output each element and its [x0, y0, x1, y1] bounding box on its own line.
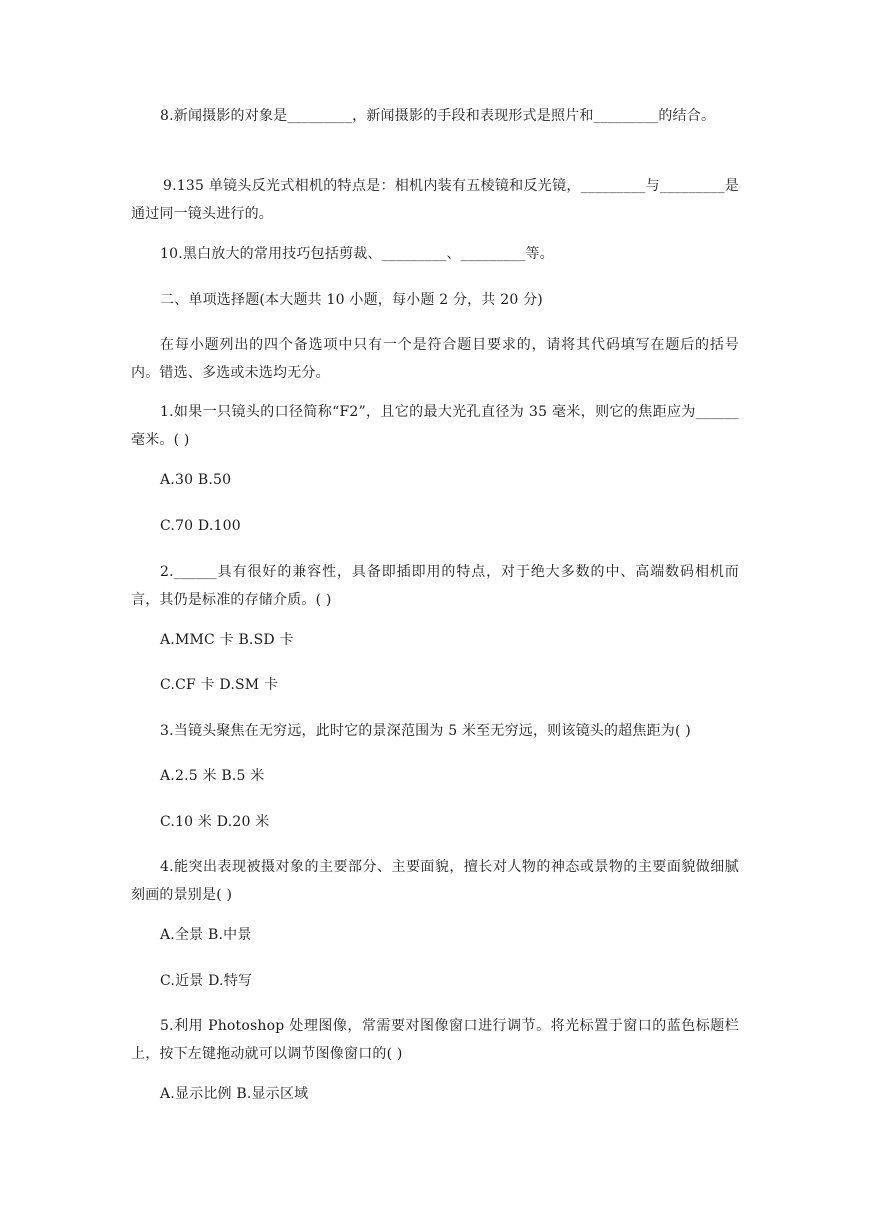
section-instructions: 在每小题列出的四个备选项中只有一个是符合题目要求的，请将其代码填写在题后的括号内。错选、多选或未选均无分。	[131, 337, 739, 381]
question-3-options-cd: C.10 米 D.20 米	[160, 814, 270, 830]
question-8-fill-blank: 8.新闻摄影的对象是_________，新闻摄影的手段和表现形式是照片和_________的结合。	[160, 108, 716, 124]
question-1-options-cd: C.70 D.100	[160, 518, 241, 534]
question-2-options-cd: C.CF 卡 D.SM 卡	[160, 677, 279, 693]
question-2-options-ab: A.MMC 卡 B.SD 卡	[160, 632, 294, 648]
question-4-stem: 4.能突出表现被摄对象的主要部分、主要面貌，擅长对人物的神态或景物的主要面貌做细腻刻画的景别是( )	[131, 859, 739, 903]
question-4-options-cd: C.近景 D.特写	[160, 973, 253, 989]
question-1-options-ab: A.30 B.50	[160, 472, 232, 488]
question-3-options-ab: A.2.5 米 B.5 米	[160, 768, 265, 784]
question-5-options-ab: A.显示比例 B.显示区域	[160, 1086, 309, 1102]
section-heading-single-choice: 二、单项选择题(本大题共 10 小题，每小题 2 分，共 20 分)	[160, 292, 543, 308]
question-3-stem: 3.当镜头聚焦在无穷远，此时它的景深范围为 5 米至无穷远，则该镜头的超焦距为( )	[160, 723, 691, 739]
question-5-stem: 5.利用 Photoshop 处理图像，常需要对图像窗口进行调节。将光标置于窗口的蓝色标题栏上，按下左键拖动就可以调节图像窗口的( )	[131, 1018, 739, 1062]
question-9-fill-blank: 9.135 单镜头反光式相机的特点是：相机内装有五棱镜和反光镜，_________与_________是通过同一镜头进行的。	[131, 178, 739, 222]
question-4-options-ab: A.全景 B.中景	[160, 927, 252, 943]
question-2-stem: 2.______具有很好的兼容性，具备即插即用的特点，对于绝大多数的中、高端数码相机而言，其仍是标准的存储介质。( )	[131, 564, 739, 608]
question-10-fill-blank: 10.黑白放大的常用技巧包括剪裁、_________、_________等。	[160, 246, 554, 262]
question-1-stem: 1.如果一只镜头的口径简称“F2”，且它的最大光孔直径为 35 毫米，则它的焦距应为______毫米。( )	[131, 404, 739, 448]
